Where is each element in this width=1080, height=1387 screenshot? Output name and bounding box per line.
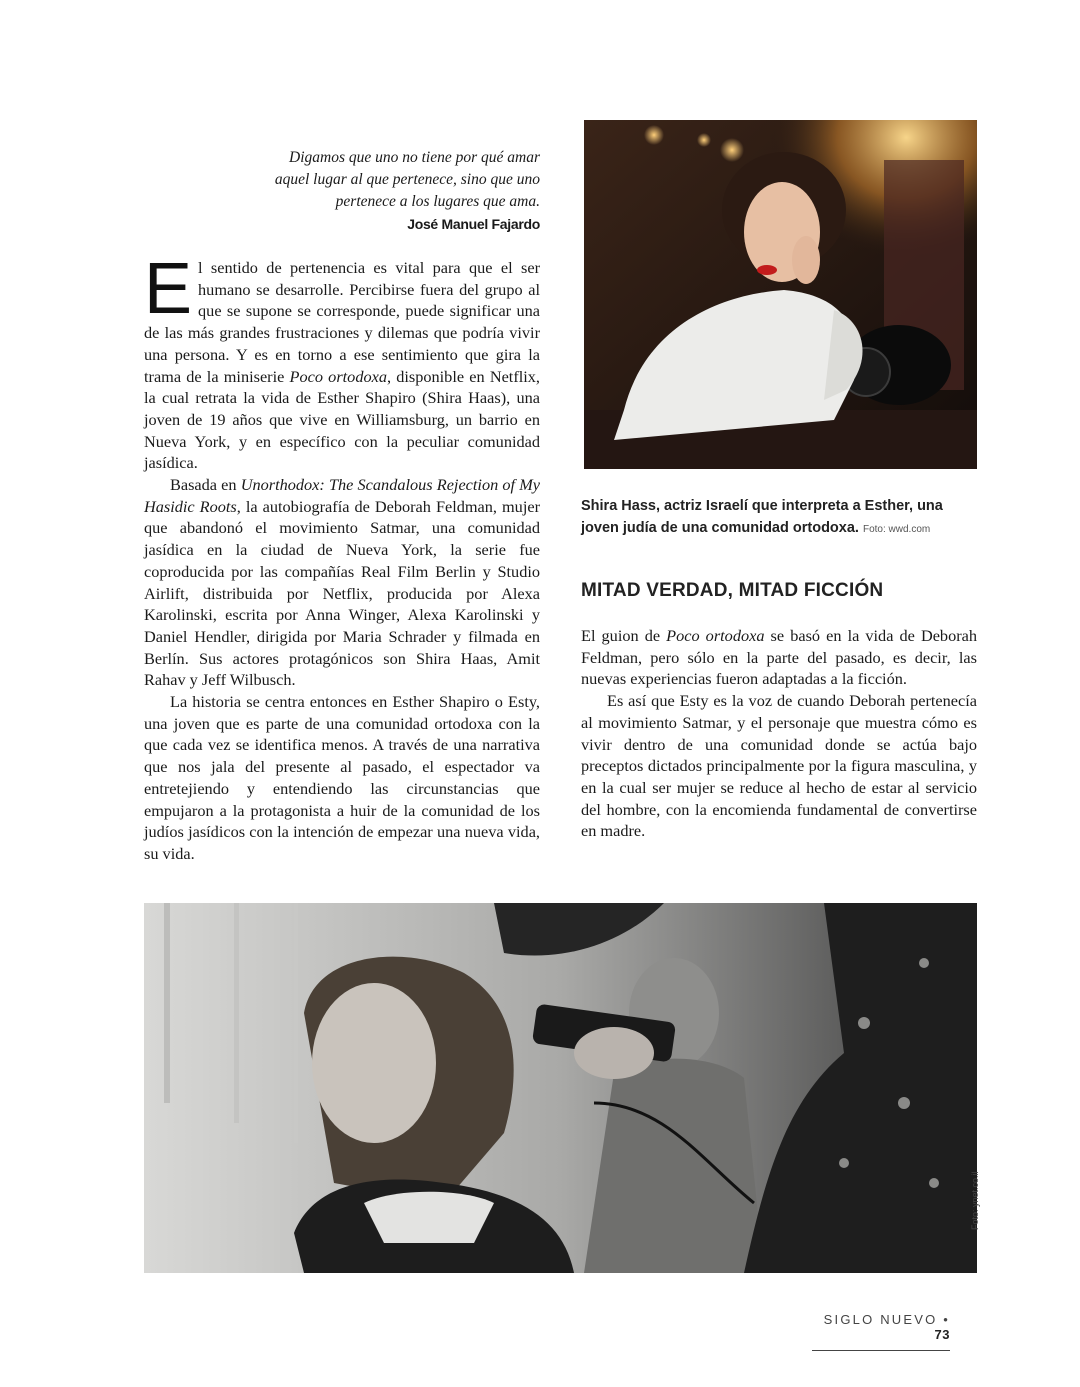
article-column-right	[581, 625, 977, 842]
page-footer	[812, 1312, 950, 1351]
caption-text: Shira Hass, actriz Israelí que interpreta a Esther, una joven judía de una comunidad ortodoxa.	[581, 498, 943, 536]
scene-image	[144, 903, 977, 1273]
series-title: Poco ortodoxa	[666, 626, 765, 645]
magazine-name: SIGLO NUEVO	[823, 1312, 938, 1327]
paragraph: Es así que Esty es la voz de cuando Deborah pertenecía al movimiento Satmar, y el personaje que muestra cómo es vivir dentro de una comunidad donde se actúa bajo preceptos dictados principalmente por la figura masculina, y en la cual ser mujer se reduce al hecho de estar al servicio del hombre, con la encomienda fundamental de convertirse en madre.	[581, 691, 977, 841]
paragraph-text: , disponible en Netflix, la cual retrata la vida de Esther Shapiro (Shira Haas), una joven de 19 años que vive en Williamsburg, un barrio en Nueva York, y en específico con la peculiar comunidad jasídica.	[144, 366, 541, 473]
photo-caption	[581, 495, 981, 541]
photo-credit-vertical: Foto: ynet.co.il	[970, 1171, 980, 1230]
paragraph-text: El guion de	[581, 626, 667, 645]
paragraph-text: se basó en la vida de Deborah Feldman, pero sólo en la parte del pasado, es decir, las nuevas experiencias fueron adaptadas a la ficción.	[581, 626, 978, 689]
photo-credit: Foto: wwd.com	[862, 524, 931, 535]
footer-separator: •	[943, 1312, 950, 1327]
epigraph-line: Digamos que uno no tiene por qué amar	[289, 149, 540, 166]
paragraph	[144, 474, 540, 691]
section-heading: MITAD VERDAD, MITAD FICCIÓN	[581, 580, 884, 601]
photo-shira-haas	[584, 120, 977, 469]
paragraph-text: , la autobiografía de Deborah Feldman, mujer que abandonó el movimiento Satmar, una comunidad jasídica en la ciudad de Nueva York, la serie fue coproducida por las compañías Real Film Berlin y Studio Airlift, distribuida por Netflix, producida por Alexa Karolinski, escrita por Anna Winger, Alexa Karolinski y Daniel Hendler, dirigida por Maria Schrader y filmada en Berlín. Sus actores protagónicos son Shira Haas, Amit Rahav y Jeff Wilbusch.	[144, 496, 540, 690]
page-number: 73	[934, 1327, 950, 1342]
epigraph-line: aquel lugar al que pertenece, sino que uno	[274, 171, 540, 188]
paragraph-text: l sentido de pertenencia es vital para que el ser humano se desarrolle. Percibirse fuera del grupo al que se supone se corresponde, puede significar una de las más grandes frustraciones y dilemas que podría vivir una persona. Y es en torno a ese sentimiento que gira la trama de la miniserie	[144, 258, 540, 386]
epigraph	[200, 147, 540, 235]
portrait-image	[584, 120, 977, 469]
article-column-left	[144, 249, 541, 865]
paragraph	[581, 625, 977, 690]
paragraph-text: Basada en	[170, 475, 241, 495]
epigraph-line: pertenece a los lugares que ama.	[335, 193, 540, 210]
book-title: Unorthodox: The Scandalous Rejection of My Hasidic Roots	[144, 475, 540, 516]
paragraph: La historia se centra entonces en Esther Shapiro o Esty, una joven que es parte de una comunidad ortodoxa con la que cada vez se identifica menos. A través de una narrativa que nos jala del presente al pasado, el espectador va entretejiendo y entendiendo las circunstancias que empujaron a la protagonista a huir de la comunidad de los judíos jasídicos con la intención de empezar una nueva vida, su vida.	[144, 692, 540, 863]
paragraph	[144, 249, 541, 474]
drop-cap: E	[144, 249, 193, 329]
series-title: Poco ortodoxa	[289, 366, 387, 386]
photo-haircut-scene	[144, 903, 977, 1273]
epigraph-author: José Manuel Fajardo	[407, 216, 540, 232]
